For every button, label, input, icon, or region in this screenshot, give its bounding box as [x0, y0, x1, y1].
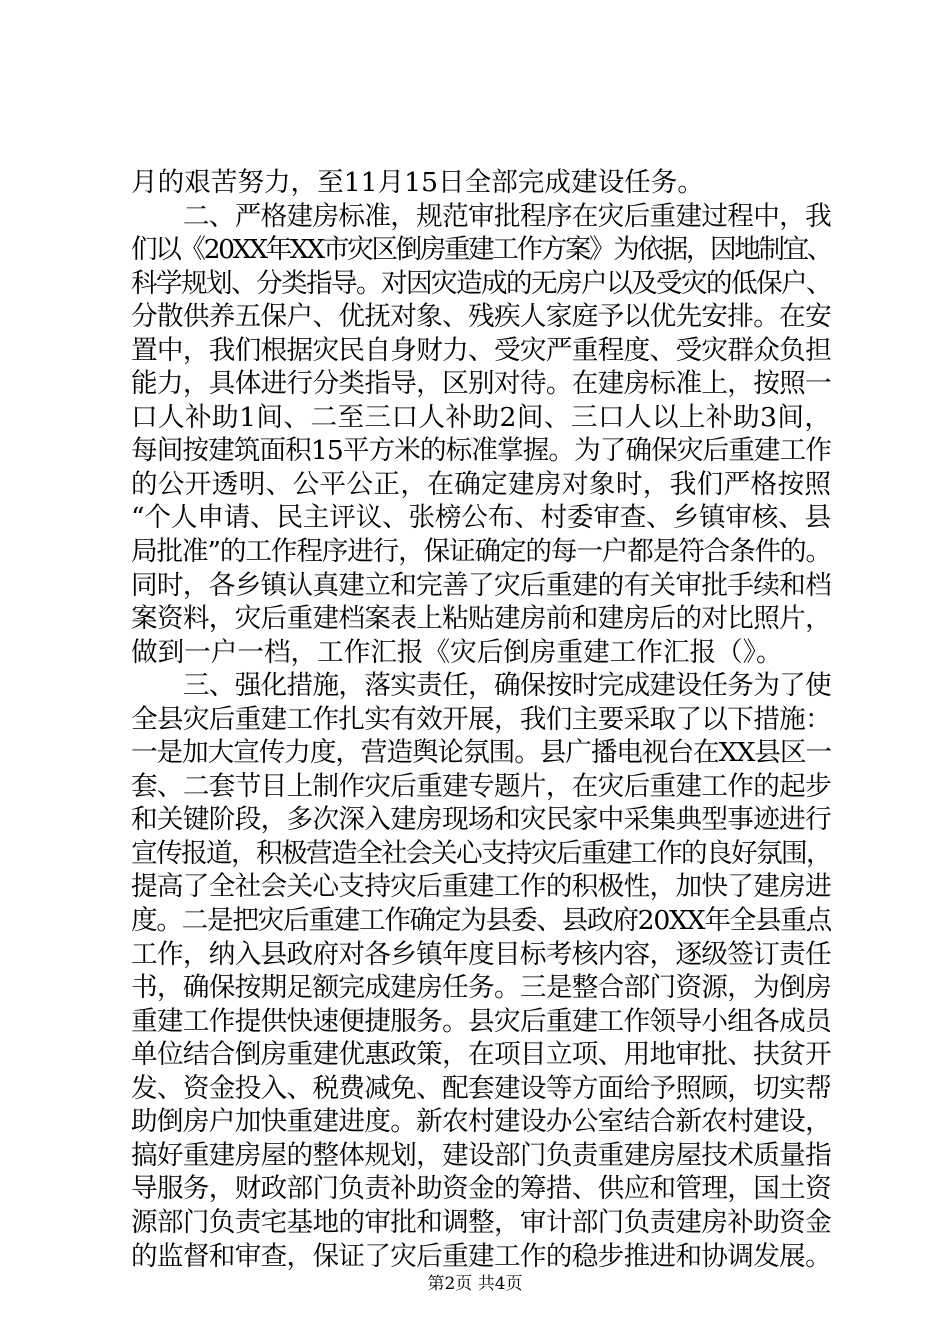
body-line: 重建工作提供快速便捷服务。县灾后重建工作领导小组各成员: [131, 1005, 831, 1037]
body-line: 局批准”的工作程序进行，保证确定的每一户都是符合条件的。: [131, 536, 831, 568]
body-line: 案资料，灾后重建档案表上粘贴建房前和建房后的对比照片，: [131, 603, 831, 635]
body-line: 三、强化措施，落实责任，确保按时完成建设任务为了使: [131, 670, 831, 702]
page-footer: [0, 1273, 950, 1295]
body-line: 单位结合倒房重建优惠政策，在项目立项、用地审批、扶贫开: [131, 1039, 831, 1071]
body-line: 的公开透明、公平公正，在确定建房对象时，我们严格按照: [131, 468, 831, 500]
body-line: 度。二是把灾后重建工作确定为县委、县政府20XX年全县重点: [131, 905, 832, 937]
body-line: 的监督和审查，保证了灾后重建工作的稳步推进和协调发展。: [131, 1240, 831, 1272]
body-line: 每间按建筑面积15平方米的标准掌握。为了确保灾后重建工作: [131, 435, 831, 467]
body-line: 宣传报道，积极营造全社会关心支持灾后重建工作的良好氛围，: [131, 837, 831, 869]
body-line: 能力，具体进行分类指导，区别对待。在建房标准上，按照一: [131, 368, 831, 400]
body-line: “个人申请、民主评议、张榜公布、村委审查、乡镇审核、县: [131, 502, 831, 534]
body-line: 做到一户一档，工作汇报《灾后倒房重建工作汇报（》。: [131, 636, 783, 668]
body-line: 发、资金投入、税费减免、配套建设等方面给予照顾，切实帮: [131, 1072, 831, 1104]
body-line: 置中，我们根据灾民自身财力、受灾严重程度、受灾群众负担: [131, 334, 831, 366]
body-line: 套、二套节目上制作灾后重建专题片，在灾后重建工作的起步: [131, 770, 831, 802]
body-line: 口人补助1间、二至三口人补助2间、三口人以上补助3间，: [131, 401, 831, 433]
document-body: [131, 166, 831, 1273]
body-line: 二、严格建房标准，规范审批程序在灾后重建过程中，我: [131, 200, 831, 232]
body-line: 源部门负责宅基地的审批和调整，审计部门负责建房补助资金: [131, 1206, 831, 1238]
body-line: 和关键阶段，多次深入建房现场和灾民家中采集典型事迹进行: [131, 804, 831, 836]
body-line: 工作，纳入县政府对各乡镇年度目标考核内容，逐级签订责任: [131, 938, 831, 970]
body-line: 们以《20XX年XX市灾区倒房重建工作方案》为依据，因地制宜、: [131, 234, 831, 266]
body-line: 同时，各乡镇认真建立和完善了灾后重建的有关审批手续和档: [131, 569, 831, 601]
body-line: 科学规划、分类指导。对因灾造成的无房户以及受灾的低保户、: [131, 267, 831, 299]
body-line: 全县灾后重建工作扎实有效开展，我们主要采取了以下措施：: [131, 703, 831, 735]
page-number: 第2页 共4页: [427, 1274, 523, 1294]
body-line: 一是加大宣传力度，营造舆论氛围。县广播电视台在XX县区一: [131, 737, 831, 769]
body-line: 提高了全社会关心支持灾后重建工作的积极性，加快了建房进: [131, 871, 831, 903]
body-line: 助倒房户加快重建进度。新农村建设办公室结合新农村建设，: [131, 1106, 831, 1138]
body-line: 导服务，财政部门负责补助资金的筹措、供应和管理，国土资: [131, 1173, 831, 1205]
body-line: 月的艰苦努力，至11月15日全部完成建设任务。: [131, 167, 704, 198]
body-line: 书，确保按期足额完成建房任务。三是整合部门资源，为倒房: [131, 972, 831, 1004]
body-line: 分散供养五保户、优抚对象、残疾人家庭予以优先安排。在安: [131, 301, 831, 333]
body-line: 搞好重建房屋的整体规划，建设部门负责重建房屋技术质量指: [131, 1139, 831, 1171]
